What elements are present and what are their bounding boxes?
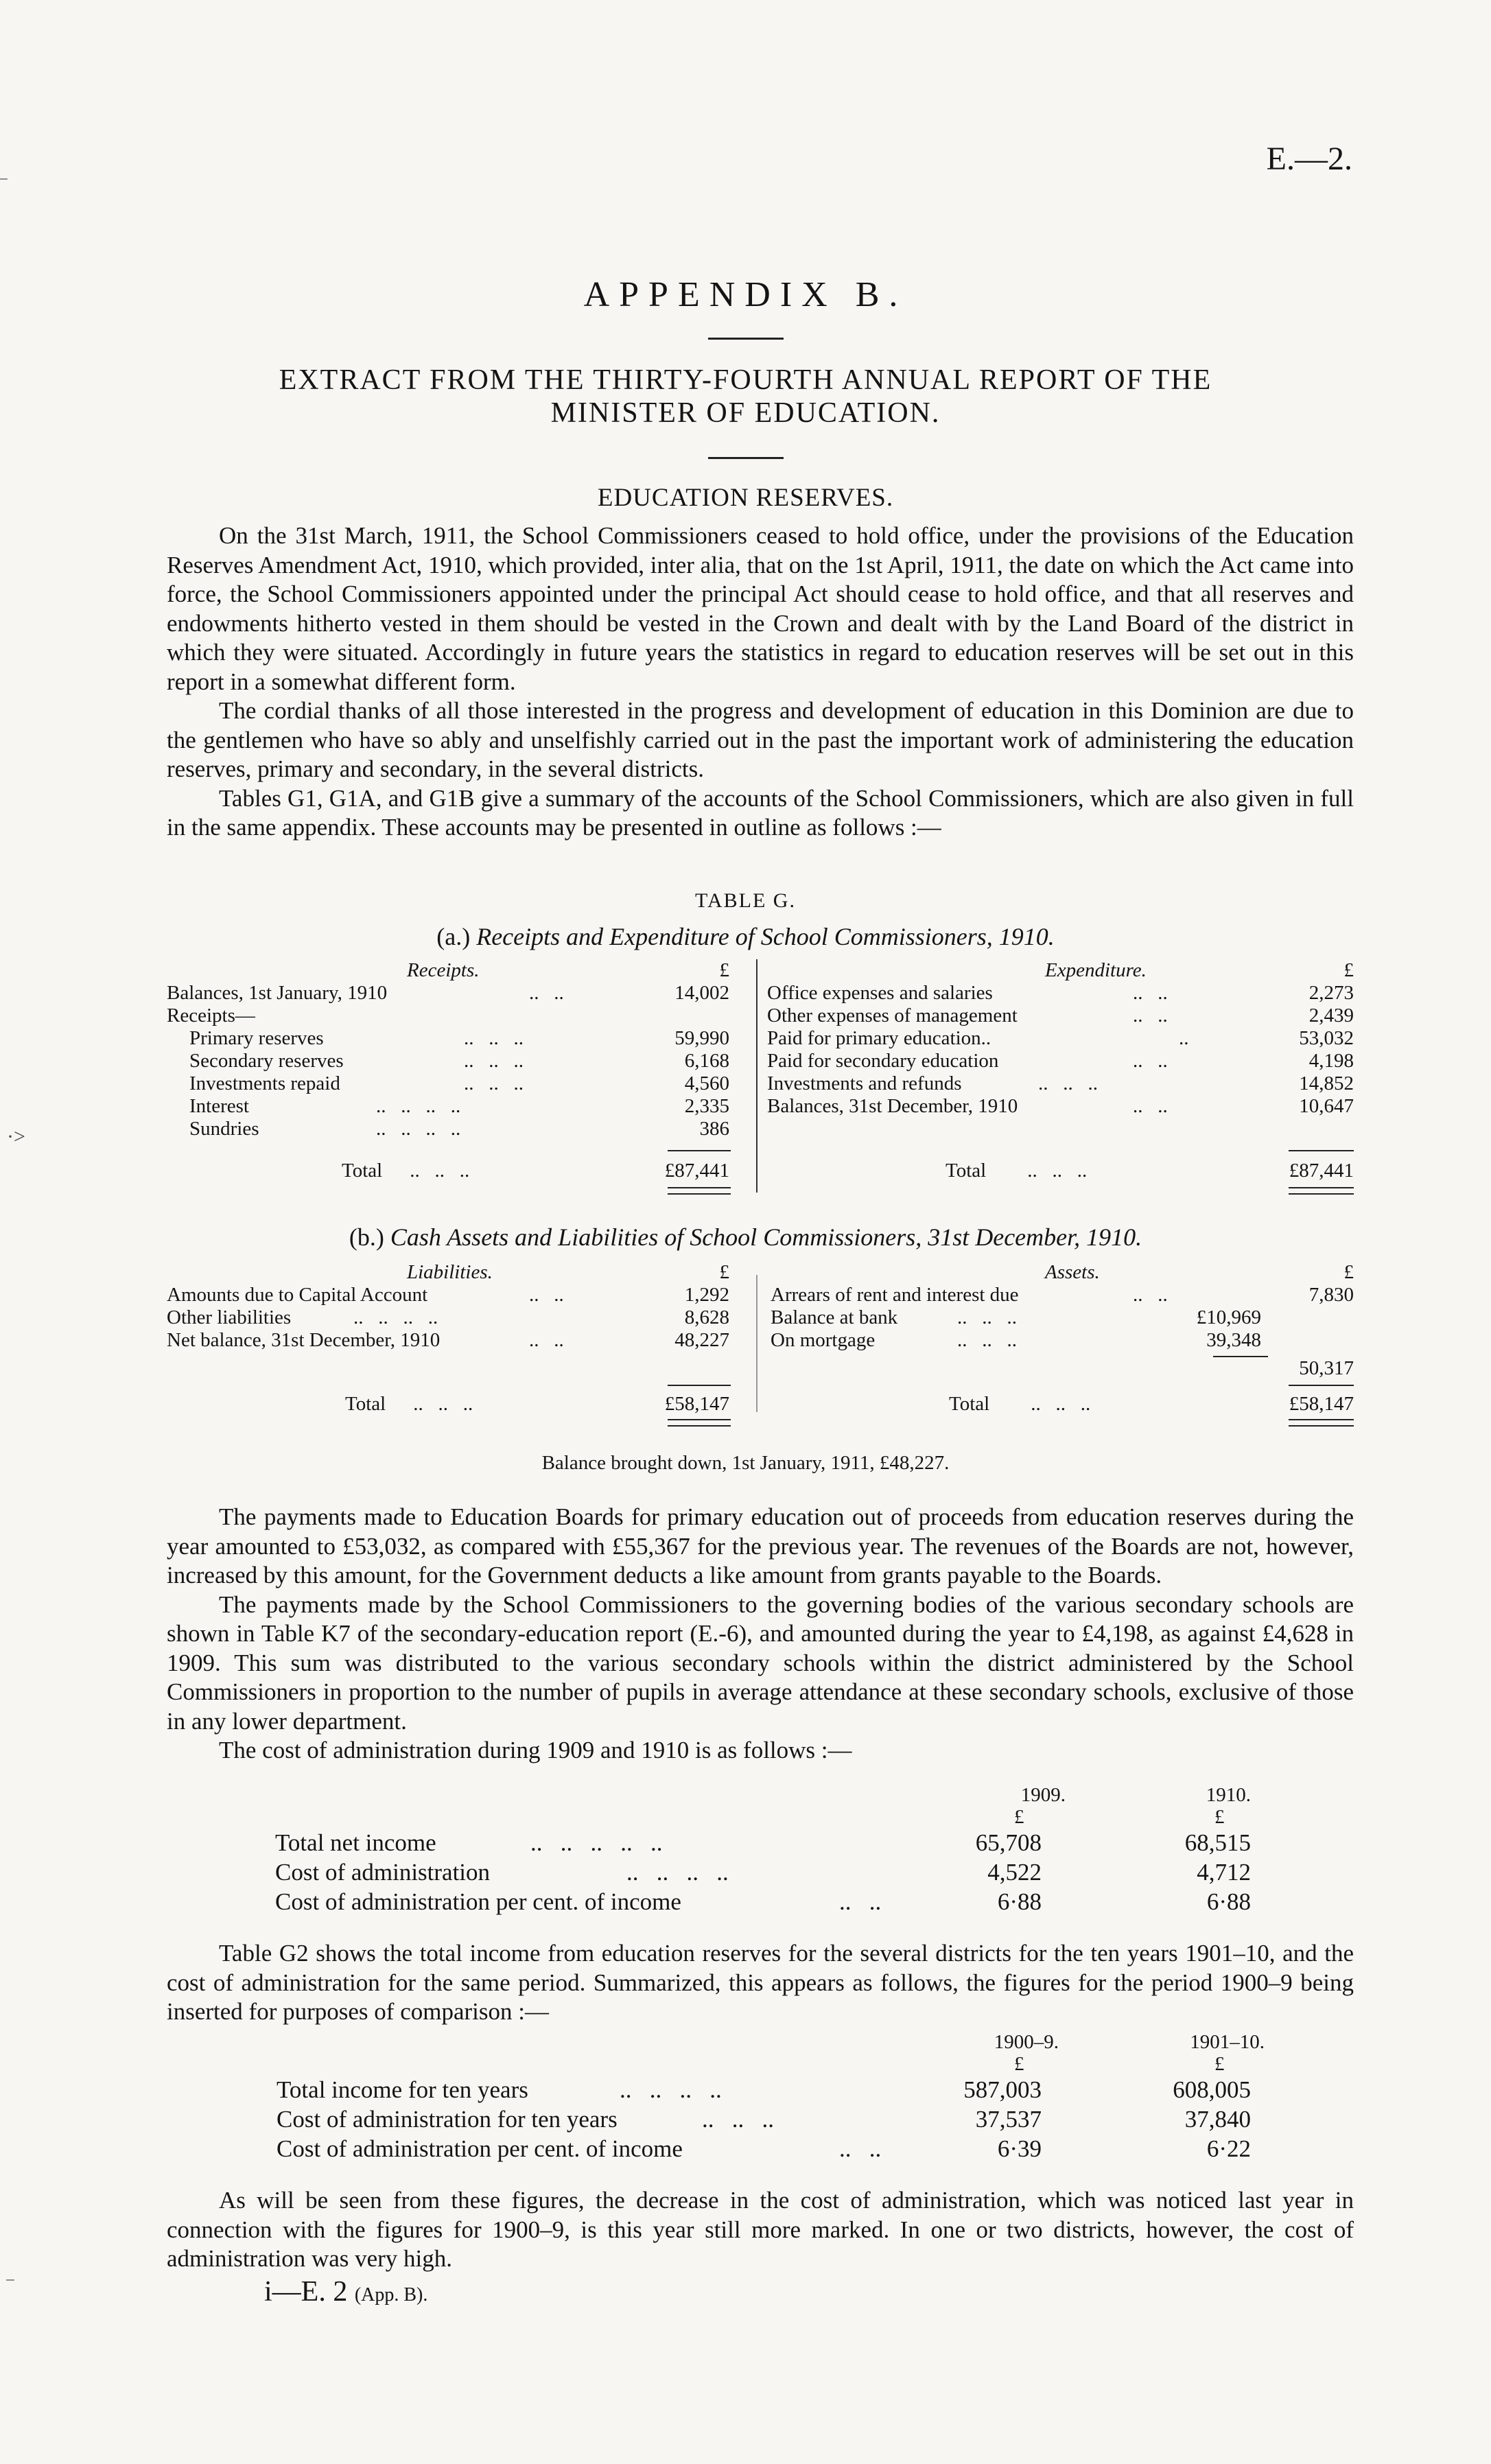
receipt-row (189, 1118, 461, 1140)
leader-dots: .. .. .. .. .. (530, 1829, 663, 1856)
value-1909: 4,522 (987, 1859, 1042, 1886)
asset-subvalue: 39,348 (1206, 1329, 1261, 1351)
leader-dots: .. .. (529, 1284, 564, 1306)
margin-mark: ‾ (7, 2278, 14, 2301)
asset-label: Arrears of rent and interest due (771, 1284, 1019, 1306)
ten-year-row (277, 2106, 618, 2133)
paragraph: Table G2 shows the total income from education reserves for the several districts for the ten years 1901–10, and the cost of administration for the same period. Summarized, this appears as follows, the figures for the period 1900–9 being inserted for purposes of comparison :— (167, 1940, 1354, 2025)
admin-row (275, 1829, 436, 1857)
total-double-rule (668, 1419, 731, 1427)
paragraph: The cost of administration during 1909 and 1910 is as follows :— (219, 1737, 852, 1763)
liabilities-header: Liabilities. (407, 1261, 493, 1283)
expenditure-label: Other expenses of management (767, 1005, 1018, 1026)
expenditure-label: Office expenses and salaries (767, 982, 993, 1004)
expenditure-value: 14,852 (1299, 1072, 1354, 1094)
value-1909: 6·88 (997, 1888, 1042, 1915)
paragraph: The cordial thanks of all those interested in the progress and development of education in this Dominion are due to the gentlemen who have so ably and unselfishly carried out in the past the important work of administering the education reserves, primary and secondary, in the several districts. (167, 697, 1354, 782)
asset-value: 7,830 (1308, 1284, 1354, 1306)
receipt-label: Interest (189, 1095, 249, 1117)
liability-label: Amounts due to Capital Account (167, 1284, 428, 1306)
admin-row (275, 1859, 490, 1886)
value-1900-9: 37,537 (975, 2106, 1042, 2133)
expenditure-value: 53,032 (1299, 1027, 1354, 1049)
receipt-label: Investments repaid (189, 1072, 340, 1094)
receipts-total-row (342, 1160, 469, 1182)
total-double-rule (1289, 1419, 1354, 1427)
expenditure-row (767, 1005, 1168, 1027)
expenditure-row (767, 982, 1168, 1005)
expenditure-label: Balances, 31st December, 1910 (767, 1095, 1018, 1117)
paragraph: As will be seen from these figures, the decrease in the cost of administration, which was noticed last year in connection with the figures for 1900–9, is this year still more marked. In one or two districts, however, the cost of administration was very high. (167, 2187, 1354, 2272)
paragraph: The payments made to Education Boards for primary education out of proceeds from education reserves during the year amounted to £53,032, as compared with £55,367 for the previous year. The revenues of the Boards are not, however, increased by this amount, for the Government deducts a like amount from grants payable to the Boards. (167, 1503, 1354, 1588)
expenditure-label: Paid for secondary education (767, 1050, 999, 1072)
receipt-label: Secondary reserves (189, 1050, 344, 1072)
row-label: Cost of administration for ten years (277, 2106, 618, 2133)
leader-dots: .. .. .. (464, 1050, 524, 1072)
assets-total: £58,147 (1289, 1393, 1354, 1415)
currency-symbol: £ (1343, 1261, 1354, 1283)
currency-symbol: £ (1214, 1806, 1225, 1828)
leader-dots: .. .. (839, 1888, 882, 1915)
liabilities-total: £58,147 (664, 1393, 729, 1415)
expenditure-label: Paid for primary education.. (767, 1027, 991, 1049)
leader-dots: .. .. (529, 1329, 564, 1351)
leader-dots: .. .. .. .. (626, 1859, 729, 1886)
value-1909: 65,708 (975, 1829, 1042, 1856)
table-title: TABLE G. (695, 889, 796, 912)
leader-dots: .. .. .. (957, 1306, 1017, 1328)
receipt-label: Balances, 1st January, 1910 (167, 982, 388, 1004)
closing-text (167, 2186, 1354, 2274)
receipt-value: 14,002 (674, 982, 729, 1004)
total-label: Total (342, 1160, 383, 1182)
liability-value: 1,292 (684, 1284, 729, 1306)
liabilities-total-row (345, 1393, 473, 1416)
expenditure-total-row (946, 1160, 1087, 1182)
total-label: Total (345, 1393, 386, 1415)
expenditure-header: Expenditure. (1045, 959, 1147, 981)
table-b-label: (b.) (349, 1223, 384, 1251)
asset-label: On mortgage (771, 1329, 876, 1351)
row-label: Total net income (275, 1829, 436, 1856)
value-1900-9: 587,003 (963, 2076, 1042, 2103)
asset-label: Balance at bank (771, 1306, 898, 1328)
expenditure-value: 2,273 (1308, 982, 1354, 1004)
table-a-caption-text: Receipts and Expenditure of School Commissioners, 1910. (476, 923, 1055, 950)
leader-dots: .. .. (529, 982, 564, 1004)
leader-dots: .. .. .. (1031, 1393, 1091, 1415)
currency-symbol: £ (1214, 2053, 1225, 2075)
leader-dots: .. .. (1133, 982, 1168, 1004)
row-label: Cost of administration (275, 1859, 491, 1886)
leader-dots: .. .. (1133, 1095, 1168, 1117)
payments-text (167, 1503, 1354, 1765)
intro-text (167, 521, 1354, 843)
report-title-line-2: MINISTER OF EDUCATION. (550, 397, 941, 429)
paragraph: The payments made by the School Commissioners to the governing bodies of the various secondary schools are shown in Table K7 of the secondary-education report (E.-6), and amounted during the year to £4,198, as against £4,628 in 1909. This sum was distributed to the various secondary schools within the district administered by the School Commissioners in proportion to the number of pupils in average attendance at these secondary schools, exclusive of those in any lower department. (167, 1591, 1354, 1735)
leader-dots: .. .. .. .. (353, 1306, 438, 1328)
currency-symbol: £ (719, 959, 729, 981)
leader-dots: .. .. .. .. (376, 1095, 461, 1117)
total-label: Total (949, 1393, 990, 1415)
receipt-row (189, 1072, 524, 1095)
asset-row (771, 1329, 1017, 1352)
column-header: 1900–9. (994, 2031, 1059, 2053)
leader-dots: .. .. .. .. (376, 1118, 461, 1140)
leader-dots: .. .. (839, 2135, 882, 2162)
asset-row (771, 1284, 1168, 1306)
paragraph: On the 31st March, 1911, the School Commissioners ceased to hold office, under the provisions of the Education Reserves Amendment Act, 1910, which provided, inter alia, that on the 1st April, 1911, the date on which the Act came into force, the School Commissioners appointed under the principal Act should cease to hold office, and that all reserves and endowments hitherto vested in them should be vested in the Crown and dealt with by the Land Board of the district in which they were situated. Accordingly in future years the statistics in regard to education reserves will be set out in this report in a somewhat different form. (167, 522, 1354, 695)
assets-header: Assets. (1045, 1261, 1100, 1283)
row-label: Cost of administration per cent. of income (275, 1888, 681, 1915)
leader-dots: .. .. .. (702, 2106, 774, 2133)
receipt-row (189, 1050, 524, 1072)
liability-row (167, 1329, 564, 1352)
margin-mark: ‾ (0, 177, 7, 200)
receipt-value: 59,990 (674, 1027, 729, 1049)
receipt-row (189, 1027, 524, 1050)
receipts-header: Receipts. (407, 959, 480, 981)
receipts-expenditure-table (167, 959, 1354, 1206)
expenditure-value: 10,647 (1299, 1095, 1354, 1117)
assets-total-row (949, 1393, 1090, 1416)
currency-symbol: £ (1014, 2053, 1024, 2075)
liability-label: Net balance, 31st December, 1910 (167, 1329, 441, 1351)
admin-cost-table (167, 1784, 1354, 1928)
expenditure-value: 2,439 (1308, 1005, 1354, 1026)
signature-mark (264, 2275, 427, 2308)
currency-symbol: £ (1014, 1806, 1024, 1828)
expenditure-row (767, 1050, 1168, 1072)
total-label: Total (946, 1160, 987, 1182)
currency-symbol: £ (1343, 959, 1354, 981)
liability-value: 8,628 (684, 1306, 729, 1328)
row-label: Total income for ten years (277, 2076, 528, 2103)
total-double-rule (1289, 1187, 1354, 1195)
value-1901-10: 37,840 (1184, 2106, 1251, 2133)
g2-text (167, 1939, 1354, 2027)
receipt-value: 4,560 (684, 1072, 729, 1094)
subtotal-rule (1289, 1385, 1354, 1386)
liability-label: Other liabilities (167, 1306, 292, 1328)
receipt-value: 6,168 (684, 1050, 729, 1072)
expenditure-row (767, 1072, 1098, 1095)
leader-dots: .. .. .. (464, 1027, 524, 1049)
liability-row (167, 1306, 438, 1329)
liability-row (167, 1284, 564, 1306)
total-double-rule (668, 1187, 731, 1195)
receipt-value: 386 (699, 1118, 729, 1140)
receipt-row (167, 982, 564, 1005)
leader-dots: .. .. (1133, 1050, 1168, 1072)
leader-dots: .. .. .. (410, 1160, 470, 1182)
appendix-title: APPENDIX B. (583, 275, 908, 314)
row-label: Cost of administration per cent. of income (277, 2135, 683, 2162)
leader-dots: .. .. .. (957, 1329, 1017, 1351)
report-title (0, 364, 1491, 430)
section-title: EDUCATION RESERVES. (597, 484, 894, 512)
column-divider (756, 1275, 758, 1412)
value-1900-9: 6·39 (997, 2135, 1042, 2162)
table-a-label: (a.) (436, 923, 471, 950)
value-1910: 6·88 (1206, 1888, 1251, 1915)
column-header: 1909. (1020, 1784, 1066, 1806)
leader-dots: .. .. .. (464, 1072, 524, 1094)
expenditure-value: 4,198 (1308, 1050, 1354, 1072)
receipt-value: 2,335 (684, 1095, 729, 1117)
table-b-caption-text: Cash Assets and Liabilities of School Commissioners, 31st December, 1910. (390, 1223, 1142, 1251)
asset-subvalue: £10,969 (1196, 1306, 1261, 1328)
receipt-row (189, 1095, 461, 1118)
receipt-label: Receipts— (167, 1005, 255, 1026)
divider (708, 338, 784, 340)
signature-sub: (App. B). (354, 2284, 428, 2305)
leader-dots: .. .. (1133, 1284, 1168, 1306)
column-divider (756, 959, 758, 1193)
column-header: 1901–10. (1190, 2031, 1265, 2053)
ten-year-table (167, 2031, 1354, 2175)
value-1910: 68,515 (1184, 1829, 1251, 1856)
expenditure-label: Investments and refunds (767, 1072, 962, 1094)
expenditure-row (767, 1027, 1189, 1050)
paragraph: Tables G1, G1A, and G1B give a summary of the accounts of the School Commissioners, which are also given in full in the same appendix. These accounts may be presented in outline as follows :— (167, 784, 1354, 841)
leader-dots: .. .. (1133, 1005, 1168, 1026)
margin-mark: ·> (7, 1125, 25, 1148)
value-1910: 4,712 (1197, 1859, 1251, 1886)
page-reference: E.—2. (1266, 141, 1352, 177)
balance-note: Balance brought down, 1st January, 1911, £48,227. (541, 1452, 950, 1474)
subtotal-rule (1289, 1150, 1354, 1151)
ten-year-row (277, 2135, 683, 2163)
receipt-label: Sundries (189, 1118, 259, 1140)
subtotal-rule (668, 1150, 731, 1151)
subtotal-rule (668, 1385, 731, 1386)
value-1901-10: 608,005 (1173, 2076, 1251, 2103)
report-title-line-1: EXTRACT FROM THE THIRTY-FOURTH ANNUAL REPORT OF THE (279, 364, 1212, 396)
expenditure-row (767, 1095, 1168, 1118)
receipts-total: £87,441 (664, 1160, 729, 1182)
divider (708, 457, 784, 459)
leader-dots: .. .. .. (1038, 1072, 1098, 1094)
asset-row (771, 1306, 1017, 1329)
leader-dots: .. .. .. (1027, 1160, 1088, 1182)
liability-value: 48,227 (674, 1329, 729, 1351)
table-b-caption (0, 1223, 1491, 1252)
admin-row (275, 1888, 681, 1916)
table-a-caption (0, 922, 1491, 951)
leader-dots: .. (1179, 1027, 1189, 1049)
leader-dots: .. .. .. (413, 1393, 473, 1415)
receipt-row (167, 1005, 255, 1027)
column-header: 1910. (1206, 1784, 1251, 1806)
currency-symbol: £ (719, 1261, 729, 1283)
leader-dots: .. .. .. .. (620, 2076, 722, 2103)
expenditure-total: £87,441 (1289, 1160, 1354, 1182)
value-1901-10: 6·22 (1206, 2135, 1251, 2162)
signature-main: i—E. 2 (264, 2276, 348, 2308)
asset-value: 50,317 (1299, 1357, 1354, 1379)
receipt-label: Primary reserves (189, 1027, 324, 1049)
ten-year-row (277, 2076, 528, 2104)
assets-liabilities-table (167, 1261, 1354, 1433)
